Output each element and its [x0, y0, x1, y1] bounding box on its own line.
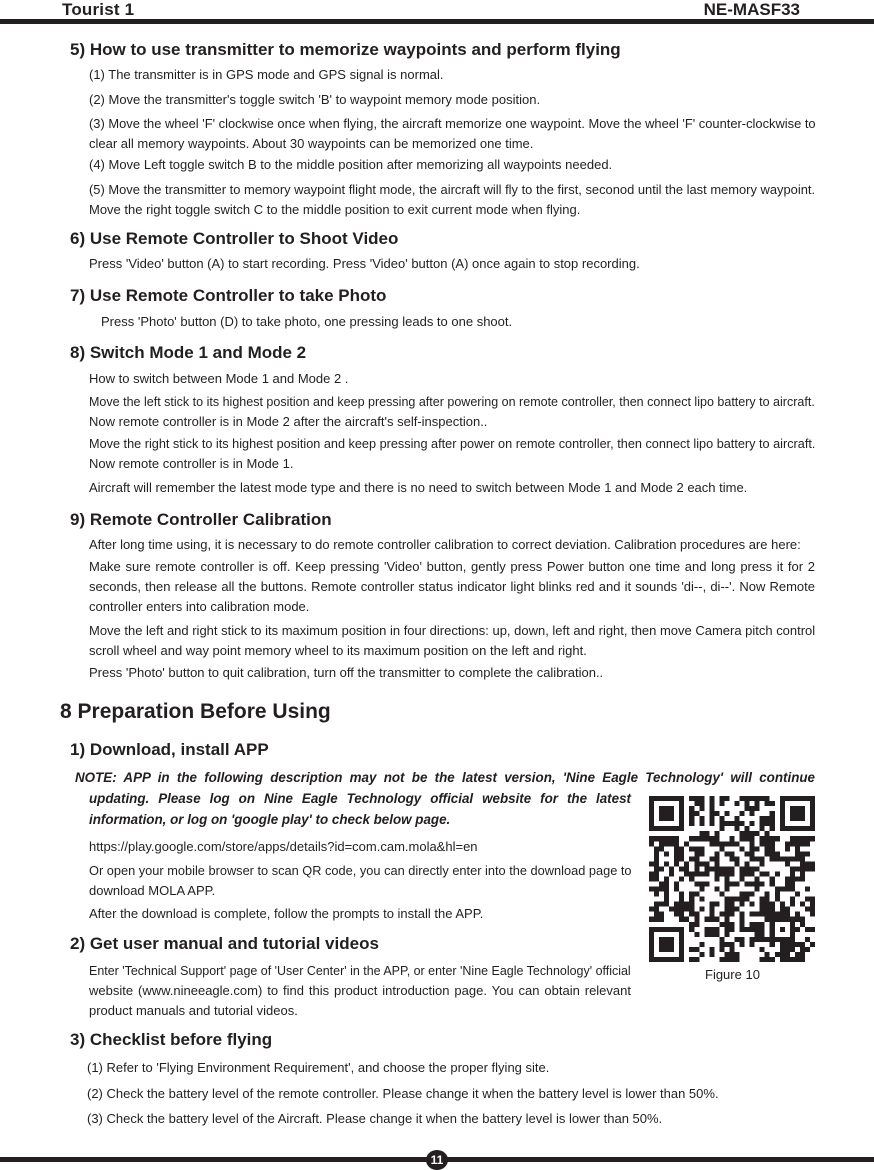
- header-product-series: Tourist 1: [62, 0, 135, 19]
- figure-caption: Figure 10: [705, 967, 760, 982]
- section-6-heading: 6) Use Remote Controller to Shoot Video: [70, 229, 399, 248]
- download-qr-instructions: [89, 861, 631, 901]
- s8-mode-1-instructions: [89, 434, 815, 474]
- checklist-item-3: (3) Check the battery level of the Aircraft. Please change it when the battery level is lower than 50%.: [87, 1111, 663, 1126]
- download-heading: 1) Download, install APP: [70, 740, 269, 759]
- s5-step-3-line-2: clear all memory waypoints. About 30 waypoints can be memorized one time.: [89, 136, 534, 151]
- s9-step-finish: Press 'Photo' button to quit calibration, turn off the transmitter to complete the calibration..: [89, 665, 604, 680]
- header-model-number: NE-MASF33: [703, 0, 800, 19]
- manual-heading: 2) Get user manual and tutorial videos: [70, 934, 379, 953]
- checklist-item-1: (1) Refer to 'Flying Environment Requirement', and choose the proper flying site.: [87, 1060, 550, 1075]
- manual-line-1: Enter 'Technical Support' page of 'User Center' in the APP, or enter 'Nine Eagle Technology' official: [89, 963, 631, 978]
- s8-mode-2-line-1: Move the left stick to its highest position and keep pressing after powering on remote controller, then connect lipo battery to aircraft.: [89, 394, 815, 409]
- section-9-heading: 9) Remote Controller Calibration: [70, 510, 332, 529]
- s9-step-sticks-line-2: scroll wheel and way point memory wheel to its maximum position on the left and right.: [89, 643, 587, 658]
- s5-step-1: (1) The transmitter is in GPS mode and GPS signal is normal.: [89, 67, 444, 82]
- section-7-heading: 7) Use Remote Controller to take Photo: [70, 286, 387, 305]
- s5-step-3: [89, 114, 815, 154]
- s8-note: Aircraft will remember the latest mode type and there is no need to switch between Mode 1 and Mode 2 each time.: [89, 480, 748, 495]
- download-note-text-1: NOTE: APP in the following description may not be the latest version, 'Nine Eagle Technology' will continue: [75, 770, 815, 785]
- s5-step-2: (2) Move the transmitter's toggle switch 'B' to waypoint memory mode position.: [89, 92, 541, 107]
- page-number: 11: [426, 1150, 448, 1170]
- s7-paragraph: Press 'Photo' button (D) to take photo, one pressing leads to one shoot.: [101, 314, 513, 329]
- s5-step-5: [89, 180, 815, 220]
- download-note-line-1: [75, 767, 815, 788]
- qr-code-image[interactable]: [648, 796, 816, 962]
- manual-line-2: website (www.nineeagle.com) to find this product introduction page. You can obtain relevant: [89, 983, 631, 998]
- s5-step-5-line-1: (5) Move the transmitter to memory waypoint flight mode, the aircraft will fly to the first, seconod until the last memory waypoint.: [89, 182, 816, 197]
- download-install-text: After the download is complete, follow the prompts to install the APP.: [89, 906, 484, 921]
- manual-line-3: product manuals and tutorial videos.: [89, 1003, 298, 1018]
- s8-intro: How to switch between Mode 1 and Mode 2 .: [89, 371, 349, 386]
- s8-mode-1-line-1: Move the right stick to its highest position and keep pressing after power on remote controller, then connect lipo battery to aircraft.: [89, 436, 816, 451]
- s8-mode-2-instructions: [89, 392, 815, 432]
- download-note-line-2: [89, 788, 631, 809]
- s5-step-4: (4) Move Left toggle switch B to the middle position after memorizing all waypoints needed.: [89, 157, 613, 172]
- manual-paragraph: [89, 961, 631, 1021]
- google-play-link[interactable]: https://play.google.com/store/apps/details?id=com.cam.mola&hl=en: [89, 839, 478, 854]
- download-qr-line-2: download MOLA APP.: [89, 883, 216, 898]
- s9-step-sticks: [89, 621, 815, 661]
- header-divider: [0, 19, 874, 24]
- s9-step-power-line-2: seconds, then release all the buttons. Remote controller status indicator light blinks red and it sounds 'di--, di--'. Now Remote: [89, 579, 815, 594]
- s5-step-3-line-1: (3) Move the wheel 'F' clockwise once when flying, the aircraft memorize one waypoint. Move the wheel 'F' counter-clockwise to: [89, 116, 816, 131]
- download-note-text-2: updating. Please log on Nine Eagle Technology official website for the latest: [89, 791, 631, 806]
- s8-mode-2-line-2: Now remote controller is in Mode 2 after the aircraft's self-inspection..: [89, 414, 488, 429]
- section-8-heading: 8) Switch Mode 1 and Mode 2: [70, 343, 307, 362]
- checklist-heading: 3) Checklist before flying: [70, 1030, 273, 1049]
- s9-step-sticks-line-1: Move the left and right stick to its maximum position in four directions: up, down, left and right, then move Camera pitch control: [89, 623, 816, 638]
- s6-paragraph: Press 'Video' button (A) to start recording. Press 'Video' button (A) once again to stop recording.: [89, 256, 640, 271]
- section-5-heading: 5) How to use transmitter to memorize waypoints and perform flying: [70, 40, 621, 59]
- s9-intro: After long time using, it is necessary to do remote controller calibration to correct deviation. Calibration procedures are here:: [89, 537, 801, 552]
- s8-mode-1-line-2: Now remote controller is in Mode 1.: [89, 456, 294, 471]
- s9-step-power-line-3: controller enters into calibration mode.: [89, 599, 310, 614]
- s9-step-power-line-1: Make sure remote controller is off. Keep pressing 'Video' button, gently press Power button one time and long press it for 2: [89, 559, 815, 574]
- download-qr-line-1: Or open your mobile browser to scan QR code, you can directly enter into the download page to: [89, 863, 632, 878]
- s9-step-power: [89, 557, 815, 617]
- download-note-line-3: information, or log on 'google play' to check below page.: [89, 812, 451, 827]
- chapter-8-heading: 8 Preparation Before Using: [60, 700, 331, 723]
- s5-step-5-line-2: Move the right toggle switch C to the middle position to exit current mode when flying.: [89, 202, 581, 217]
- checklist-item-2: (2) Check the battery level of the remote controller. Please change it when the battery level is lower than 50%.: [87, 1086, 719, 1101]
